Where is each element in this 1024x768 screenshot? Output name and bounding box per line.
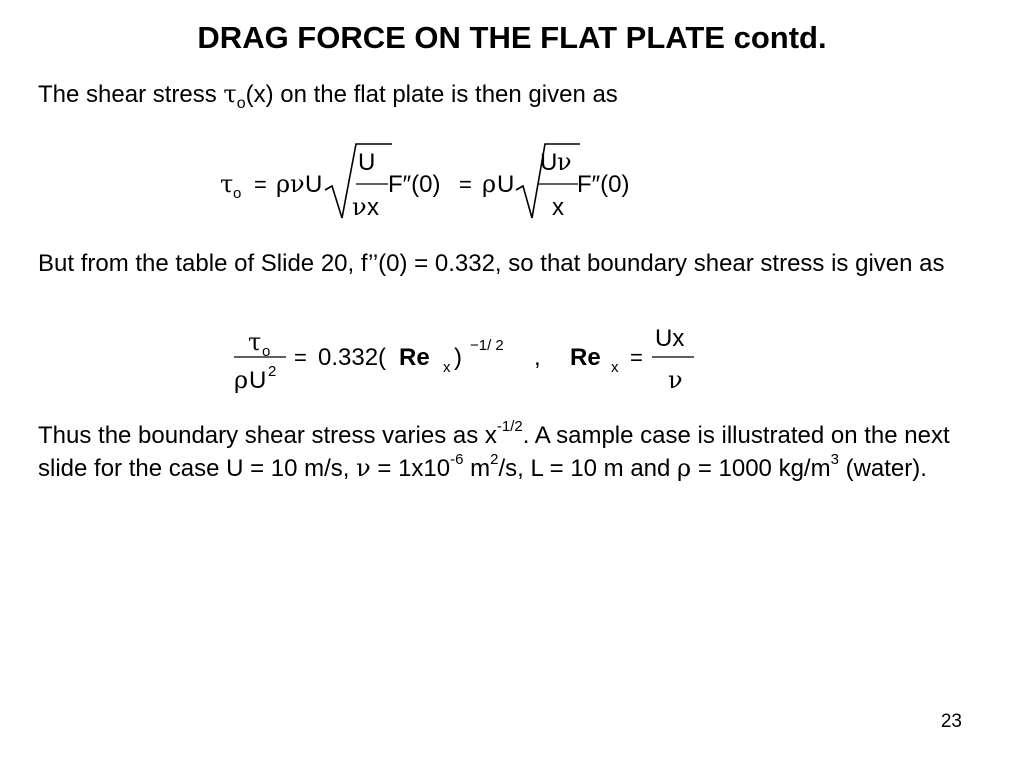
equals-sign: = bbox=[254, 172, 267, 197]
velocity-U: U bbox=[497, 171, 515, 198]
paragraph-text: (water). bbox=[838, 455, 927, 482]
fraction-numerator: Ux bbox=[655, 325, 685, 352]
denominator-x: x bbox=[552, 194, 564, 221]
fraction-numerator: U bbox=[540, 149, 558, 176]
nu-symbol: ν bbox=[352, 193, 367, 221]
paragraph-text: . A sample case is illustrated on the next slide for the case U = 10 m/s, bbox=[38, 422, 950, 482]
reynolds-number: Re bbox=[399, 344, 430, 371]
nu-symbol: ν bbox=[668, 366, 683, 394]
superscript: 2 bbox=[490, 451, 499, 468]
fraction-numerator: U bbox=[358, 149, 376, 176]
paragraph-text: /s, L = 10 m and bbox=[498, 455, 678, 482]
tau-symbol: τ bbox=[223, 80, 237, 108]
denominator-x: x bbox=[367, 194, 379, 221]
reynolds-number: Re bbox=[570, 344, 601, 371]
velocity-U: U bbox=[305, 171, 323, 198]
paragraph-shear-stress bbox=[38, 78, 988, 114]
subscript-o: o bbox=[236, 95, 246, 112]
paragraph-text: = 1x10 bbox=[370, 455, 451, 482]
superscript: 3 bbox=[830, 451, 839, 468]
nu-symbol: ν bbox=[356, 454, 371, 482]
equation-shear-stress-svg bbox=[214, 140, 654, 226]
rho-symbol: ρ bbox=[482, 170, 497, 198]
equals-sign: = bbox=[294, 345, 307, 370]
coefficient-0332: 0.332( bbox=[318, 344, 387, 371]
exponent-2: 2 bbox=[268, 363, 277, 380]
exponent-minus-half: −1/ 2 bbox=[470, 337, 504, 354]
slide-title: DRAG FORCE ON THE FLAT PLATE contd. bbox=[197, 20, 827, 55]
paragraph-text: Thus the boundary shear stress varies as x bbox=[38, 422, 497, 449]
paragraph-sample-case bbox=[38, 420, 988, 485]
closing-paren: ) bbox=[454, 344, 462, 371]
paragraph-text: = 1000 kg/m bbox=[691, 455, 831, 482]
paragraph-text: m bbox=[463, 455, 491, 482]
rho-symbol: ρ bbox=[677, 454, 692, 482]
f-double-prime-term: F″(0) bbox=[388, 171, 441, 198]
page-number: 23 bbox=[940, 711, 962, 732]
subscript-o: o bbox=[233, 185, 242, 202]
f-double-prime-term: F″(0) bbox=[577, 171, 630, 198]
equation-boundary-shear-svg bbox=[228, 320, 708, 400]
nu-symbol: ν bbox=[290, 170, 305, 198]
superscript: -6 bbox=[450, 451, 464, 468]
tau-symbol: τ bbox=[248, 328, 262, 356]
tau-symbol: τ bbox=[220, 170, 234, 198]
equals-sign: = bbox=[630, 345, 643, 370]
paragraph-text: The shear stress bbox=[38, 81, 224, 108]
rho-symbol: ρ bbox=[276, 170, 291, 198]
comma: , bbox=[534, 344, 541, 371]
velocity-U: U bbox=[249, 367, 267, 394]
superscript: -1/2 bbox=[496, 418, 523, 435]
equation-boundary-shear bbox=[228, 320, 708, 400]
subscript-x: x bbox=[611, 359, 619, 376]
paragraph-text: (x) on the flat plate is then given as bbox=[245, 81, 618, 108]
rho-symbol: ρ bbox=[234, 366, 249, 394]
paragraph-boundary-shear: But from the table of Slide 20, f’’(0) = 0.332, so that boundary shear stress is given as bbox=[38, 250, 945, 277]
nu-symbol: ν bbox=[557, 148, 572, 176]
equals-sign: = bbox=[459, 172, 472, 197]
subscript-o: o bbox=[262, 343, 271, 360]
equation-shear-stress bbox=[214, 140, 654, 226]
subscript-x: x bbox=[443, 359, 451, 376]
